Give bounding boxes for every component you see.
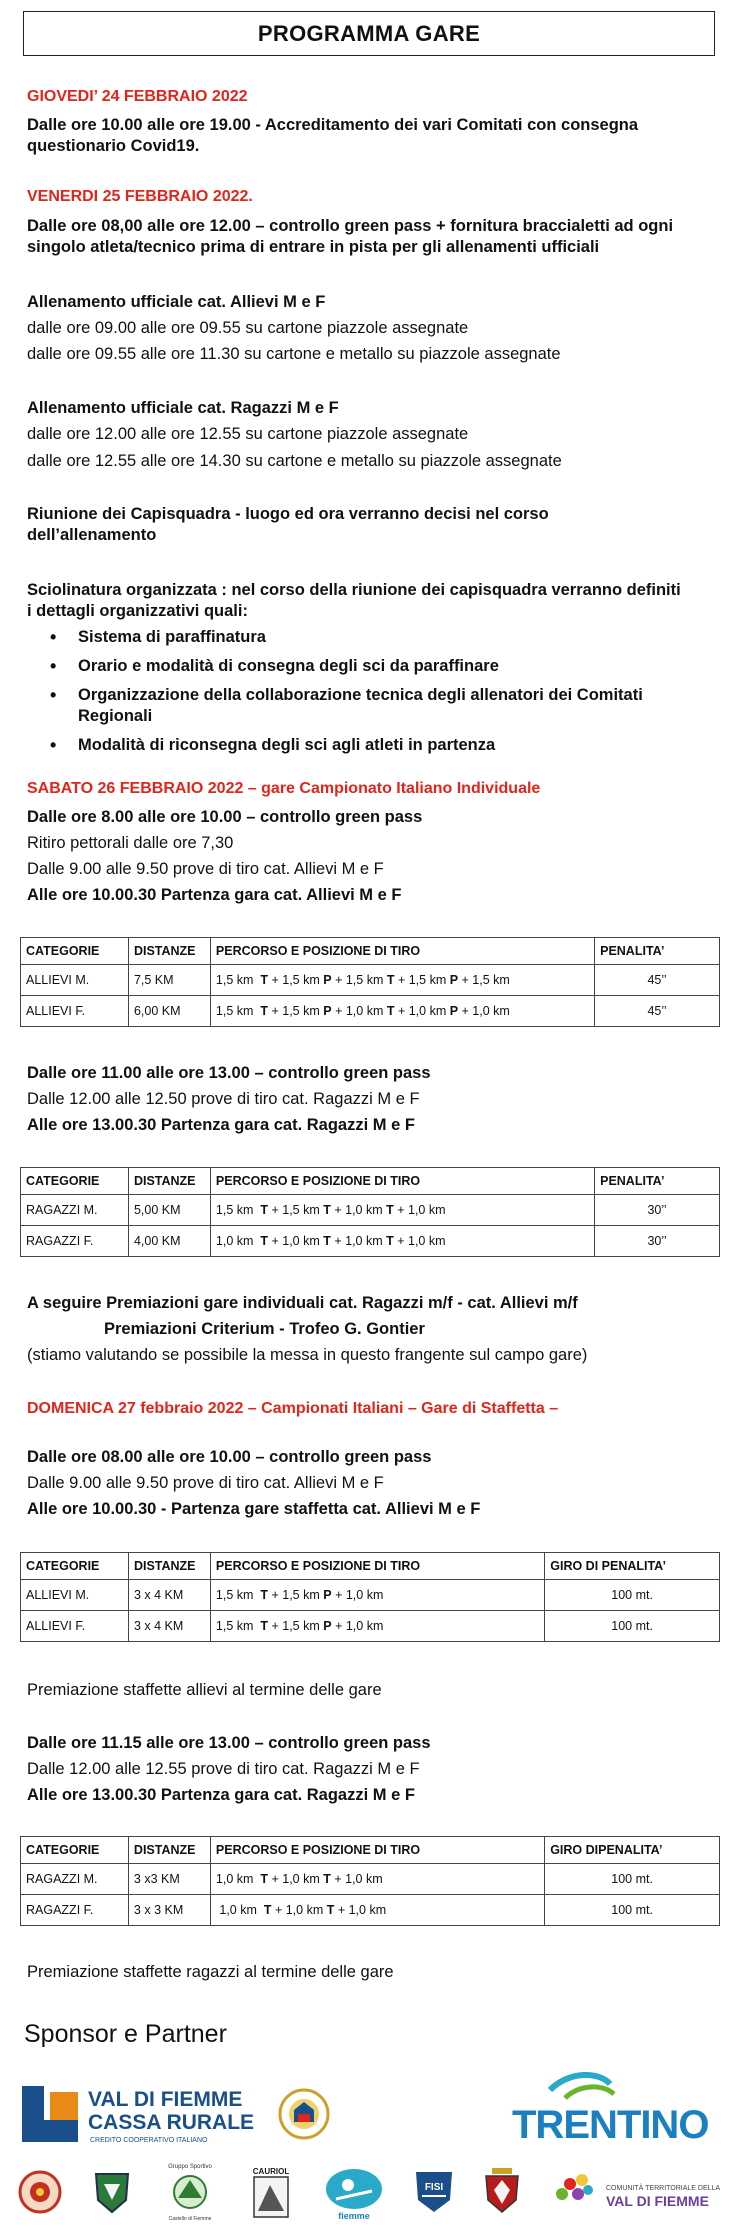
table-cell-penalty: 45’’ xyxy=(595,965,720,996)
day4-start-text: - Partenza gare staffetta cat. Allievi M e F xyxy=(156,1500,481,1518)
cauriol-logo xyxy=(248,2165,294,2226)
table-cell-path xyxy=(210,1195,594,1226)
list-item: • Sistema di paraffinatura xyxy=(50,627,700,648)
table-ragazzi-individuale xyxy=(20,1167,720,1257)
table-cell-distance: 6,00 KM xyxy=(128,996,210,1027)
shooting-position: P xyxy=(323,973,332,987)
table-row xyxy=(21,1895,720,1926)
column-header: CATEGORIE xyxy=(21,1553,129,1580)
path-segment: 1,0 km xyxy=(215,1872,261,1886)
path-segment: + 1,0 km xyxy=(393,1234,446,1248)
column-header: CATEGORIE xyxy=(21,1837,129,1864)
shooting-position: P xyxy=(323,1004,332,1018)
sponsor-heading: Sponsor e Partner xyxy=(24,2020,227,2048)
table-cell-category: RAGAZZI M. xyxy=(21,1195,129,1226)
path-segment: + 1,5 km xyxy=(268,1619,324,1633)
table-cell-path xyxy=(210,996,594,1027)
day3-b1-line-3: Dalle 9.00 alle 9.50 prove di tiro cat. Allievi M e F xyxy=(27,860,384,878)
table-header-row xyxy=(21,938,720,965)
table-row xyxy=(21,996,720,1027)
trentino-logo xyxy=(510,2070,725,2150)
table-cell-category: ALLIEVI F. xyxy=(21,996,129,1027)
path-segment: + 1,0 km xyxy=(331,1004,387,1018)
vdf-line-2: CASSA RURALE xyxy=(88,2111,255,2134)
shooting-position: T xyxy=(260,1203,269,1217)
allievi-training-title: Allenamento ufficiale cat. Allievi M e F xyxy=(27,293,326,311)
table-cell-penalty: 100 mt. xyxy=(545,1611,720,1642)
shooting-position: T xyxy=(260,973,269,987)
cauriol-text: CAURIOL xyxy=(252,2167,290,2176)
shooting-position: T xyxy=(260,1619,269,1633)
day4-note-2: Premiazione staffette ragazzi al termine delle gare xyxy=(27,1963,394,1981)
day3-b1-line-4: Alle ore 10.00.30 Partenza gara cat. Allievi M e F xyxy=(27,886,402,904)
shooting-position: P xyxy=(323,1619,332,1633)
shooting-position: P xyxy=(323,1588,332,1602)
table-cell-category: ALLIEVI M. xyxy=(21,1580,129,1611)
shooting-position: T xyxy=(323,1234,331,1248)
column-header: GIRO DIPENALITA’ xyxy=(545,1837,720,1864)
path-segment: + 1,5 km xyxy=(268,973,324,987)
shooting-position: P xyxy=(449,1004,459,1018)
path-segment: + 1,5 km xyxy=(394,973,450,987)
comunita-val-di-fiemme-logo xyxy=(548,2164,728,2223)
vdf-line-3: CREDITO COOPERATIVO ITALIANO xyxy=(90,2137,208,2144)
shooting-position: T xyxy=(260,1004,269,1018)
path-segment: + 1,0 km xyxy=(331,1619,384,1633)
day3-b1-line-1: Dalle ore 8.00 alle ore 10.00 – controllo green pass xyxy=(27,808,423,826)
path-segment: + 1,0 km xyxy=(458,1004,510,1018)
gruppo-sportivo-logo xyxy=(160,2160,220,2227)
table-cell-path xyxy=(210,1226,594,1257)
path-segment: + 1,0 km xyxy=(268,1872,324,1886)
table-cell-category: RAGAZZI F. xyxy=(21,1895,129,1926)
path-segment: + 1,5 km xyxy=(268,1203,324,1217)
path-segment: + 1,5 km xyxy=(268,1004,324,1018)
day4-heading: DOMENICA 27 febbraio 2022 – Campionati Italiani – Gare di Staffetta – xyxy=(27,1400,559,1417)
table-cell-penalty: 45’’ xyxy=(595,996,720,1027)
table-row xyxy=(21,1226,720,1257)
comunita-line-1: COMUNITÀ TERRITORIALE DELLA xyxy=(606,2185,721,2192)
path-segment: 1,5 km xyxy=(215,973,261,987)
path-segment: 1,0 km xyxy=(215,1234,261,1248)
shooting-position: T xyxy=(260,1588,269,1602)
shooting-position: T xyxy=(260,1872,268,1886)
day3-heading: SABATO 26 FEBBRAIO 2022 – gare Campionato Italiano Individuale xyxy=(27,780,541,797)
shooting-position: T xyxy=(386,1004,395,1018)
path-segment: + 1,0 km xyxy=(330,1234,387,1248)
list-item: • Organizzazione della collaborazione tecnica degli allenatori dei Comitati Regionali xyxy=(50,685,678,727)
day2-heading: VENERDI 25 FEBBRAIO 2022. xyxy=(27,188,253,205)
fiemme-skier-logo xyxy=(322,2165,386,2228)
column-header: DISTANZE xyxy=(128,938,210,965)
table-row xyxy=(21,1864,720,1895)
column-header: PENALITA’ xyxy=(595,1168,720,1195)
premiazioni-line-3: (stiamo valutando se possibile la messa in questo frangente sul campo gare) xyxy=(27,1346,588,1364)
column-header: PERCORSO E POSIZIONE DI TIRO xyxy=(210,1168,594,1195)
table-cell-path xyxy=(210,1864,544,1895)
day4-b1-line-1: Dalle ore 08.00 alle ore 10.00 – controllo green pass xyxy=(27,1448,432,1466)
table-header-row xyxy=(21,1168,720,1195)
page-title: PROGRAMMA GARE xyxy=(23,11,715,56)
ragazzi-training-line-2: dalle ore 12.55 alle ore 14.30 su cartone e metallo su piazzole assegnate xyxy=(27,452,562,470)
val-di-fiemme-cassa-rurale-logo xyxy=(22,2082,332,2152)
sciolinatura-line-1: Sciolinatura organizzata : nel corso della riunione dei capisquadra verranno definiti xyxy=(27,581,681,599)
day3-b2-line-2: Dalle 12.00 alle 12.50 prove di tiro cat. Ragazzi M e F xyxy=(27,1090,420,1108)
path-segment: 1,5 km xyxy=(215,1203,261,1217)
table-cell-category: RAGAZZI M. xyxy=(21,1864,129,1895)
path-segment: + 1,5 km xyxy=(331,973,387,987)
day3-b1-line-2: Ritiro pettorali dalle ore 7,30 xyxy=(27,834,234,852)
comunita-line-2: VAL DI FIEMME xyxy=(606,2193,709,2209)
path-segment: + 1,5 km xyxy=(458,973,510,987)
day2-intro-2: singolo atleta/tecnico prima di entrare in pista per gli allenamenti ufficiali xyxy=(27,238,600,256)
table-cell-penalty: 100 mt. xyxy=(545,1580,720,1611)
table-cell-distance: 3 x 4 KM xyxy=(128,1611,210,1642)
path-segment: + 1,0 km xyxy=(334,1903,387,1917)
path-segment: 1,5 km xyxy=(215,1619,261,1633)
table-allievi-individuale xyxy=(20,937,720,1027)
path-segment: + 1,0 km xyxy=(330,1872,383,1886)
table-cell-path xyxy=(210,965,594,996)
riunione-line-2: dell’allenamento xyxy=(27,526,157,544)
column-header: GIRO DI PENALITA’ xyxy=(545,1553,720,1580)
table-cell-penalty: 100 mt. xyxy=(545,1895,720,1926)
table-row xyxy=(21,1580,720,1611)
castello-text: Castello di Fiemme xyxy=(168,2216,212,2222)
ragazzi-training-line-1: dalle ore 12.00 alle ore 12.55 su cartone piazzole assegnate xyxy=(27,425,469,443)
shooting-position: T xyxy=(323,1203,331,1217)
table-cell-penalty: 30’’ xyxy=(595,1195,720,1226)
column-header: DISTANZE xyxy=(128,1168,210,1195)
riunione-line-1: Riunione dei Capisquadra - luogo ed ora verranno decisi nel corso xyxy=(27,505,549,523)
coat-of-arms-icon xyxy=(482,2166,522,2221)
day4-b2-line-1: Dalle ore 11.15 alle ore 13.00 – controllo green pass xyxy=(27,1734,431,1752)
column-header: CATEGORIE xyxy=(21,1168,129,1195)
table-cell-penalty: 100 mt. xyxy=(545,1864,720,1895)
allievi-training-line-1: dalle ore 09.00 alle ore 09.55 su cartone piazzole assegnate xyxy=(27,319,469,337)
day3-b2-line-1: Dalle ore 11.00 alle ore 13.00 – controllo green pass xyxy=(27,1064,431,1082)
list-item: • Modalità di riconsegna degli sci agli atleti in partenza xyxy=(50,735,700,756)
day4-b1-line-3 xyxy=(27,1499,480,1520)
table-ragazzi-staffetta xyxy=(20,1836,720,1926)
path-segment: + 1,0 km xyxy=(393,1203,446,1217)
column-header: PERCORSO E POSIZIONE DI TIRO xyxy=(210,1837,544,1864)
path-segment: + 1,0 km xyxy=(331,1588,384,1602)
day4-note-1: Premiazione staffette allievi al termine delle gare xyxy=(27,1681,382,1699)
table-cell-path xyxy=(210,1580,544,1611)
day1-line-1: Dalle ore 10.00 alle ore 19.00 - Accreditamento dei vari Comitati con consegna xyxy=(27,116,639,134)
day3-b2-line-3: Alle ore 13.00.30 Partenza gara cat. Ragazzi M e F xyxy=(27,1116,415,1134)
shooting-position: T xyxy=(386,1203,394,1217)
path-segment: + 1,5 km xyxy=(268,1588,324,1602)
day4-b2-line-3: Alle ore 13.00.30 Partenza gara cat. Ragazzi M e F xyxy=(27,1786,415,1804)
table-cell-category: RAGAZZI F. xyxy=(21,1226,129,1257)
table-cell-distance: 3 x3 KM xyxy=(128,1864,210,1895)
table-cell-distance: 7,5 KM xyxy=(128,965,210,996)
day4-b1-line-2: Dalle 9.00 alle 9.50 prove di tiro cat. Allievi M e F xyxy=(27,1474,384,1492)
day2-intro-1: Dalle ore 08,00 alle ore 12.00 – controllo green pass + fornitura braccialetti ad ogni xyxy=(27,217,674,235)
shooting-position: T xyxy=(326,1903,335,1917)
table-cell-distance: 4,00 KM xyxy=(128,1226,210,1257)
path-segment: 1,5 km xyxy=(215,1588,261,1602)
shooting-position: T xyxy=(323,1872,331,1886)
column-header: DISTANZE xyxy=(128,1553,210,1580)
table-row xyxy=(21,965,720,996)
list-item: • Orario e modalità di consegna degli sci da paraffinare xyxy=(50,656,700,677)
shooting-position: T xyxy=(263,1903,272,1917)
day1-heading: GIOVEDI’ 24 FEBBRAIO 2022 xyxy=(27,88,248,105)
table-allievi-staffetta xyxy=(20,1552,720,1642)
shooting-position: T xyxy=(260,1234,269,1248)
table-cell-penalty: 30’’ xyxy=(595,1226,720,1257)
table-cell-category: ALLIEVI M. xyxy=(21,965,129,996)
table-row xyxy=(21,1611,720,1642)
table-cell-path xyxy=(210,1895,544,1926)
gruppo-text: Gruppo Sportivo xyxy=(168,2164,212,2170)
day4-start-time: Alle ore 10.00.30 xyxy=(27,1500,157,1518)
table-cell-path xyxy=(210,1611,544,1642)
ragazzi-training-title: Allenamento ufficiale cat. Ragazzi M e F xyxy=(27,399,339,417)
column-header: PERCORSO E POSIZIONE DI TIRO xyxy=(210,1553,544,1580)
path-segment: + 1,0 km xyxy=(271,1903,327,1917)
path-segment: + 1,0 km xyxy=(268,1234,324,1248)
table-cell-distance: 3 x 3 KM xyxy=(128,1895,210,1926)
trentino-wordmark: TRENTINO xyxy=(512,2103,709,2147)
sciolinatura-line-2: i dettagli organizzativi quali: xyxy=(27,602,248,620)
table-header-row xyxy=(21,1837,720,1864)
club-badge-icon xyxy=(18,2170,62,2219)
table-cell-distance: 3 x 4 KM xyxy=(128,1580,210,1611)
shield-badge-icon xyxy=(92,2170,132,2221)
allievi-training-line-2: dalle ore 09.55 alle ore 11.30 su cartone e metallo su piazzole assegnate xyxy=(27,345,561,363)
premiazioni-line-1: A seguire Premiazioni gare individuali cat. Ragazzi m/f - cat. Allievi m/f xyxy=(27,1294,578,1312)
day4-b2-line-2: Dalle 12.00 alle 12.55 prove di tiro cat. Ragazzi M e F xyxy=(27,1760,420,1778)
column-header: DISTANZE xyxy=(128,1837,210,1864)
premiazioni-line-2: Premiazioni Criterium - Trofeo G. Gontier xyxy=(104,1320,425,1338)
path-segment: + 1,0 km xyxy=(330,1203,387,1217)
table-cell-category: ALLIEVI F. xyxy=(21,1611,129,1642)
column-header: CATEGORIE xyxy=(21,938,129,965)
fisi-logo xyxy=(412,2168,456,2221)
path-segment: 1,0 km xyxy=(215,1903,264,1917)
day1-line-2: questionario Covid19. xyxy=(27,137,200,155)
sciolinatura-list xyxy=(50,627,700,764)
table-header-row xyxy=(21,1553,720,1580)
shooting-position: T xyxy=(386,973,395,987)
shooting-position: P xyxy=(449,973,459,987)
path-segment: + 1,0 km xyxy=(394,1004,450,1018)
vdf-line-1: VAL DI FIEMME xyxy=(88,2088,243,2111)
fiemme-text: fiemme xyxy=(338,2211,370,2221)
column-header: PERCORSO E POSIZIONE DI TIRO xyxy=(210,938,594,965)
table-cell-distance: 5,00 KM xyxy=(128,1195,210,1226)
column-header: PENALITA’ xyxy=(595,938,720,965)
shooting-position: T xyxy=(386,1234,394,1248)
fisi-text: FISI xyxy=(424,2182,444,2193)
path-segment: 1,5 km xyxy=(215,1004,261,1018)
table-row xyxy=(21,1195,720,1226)
